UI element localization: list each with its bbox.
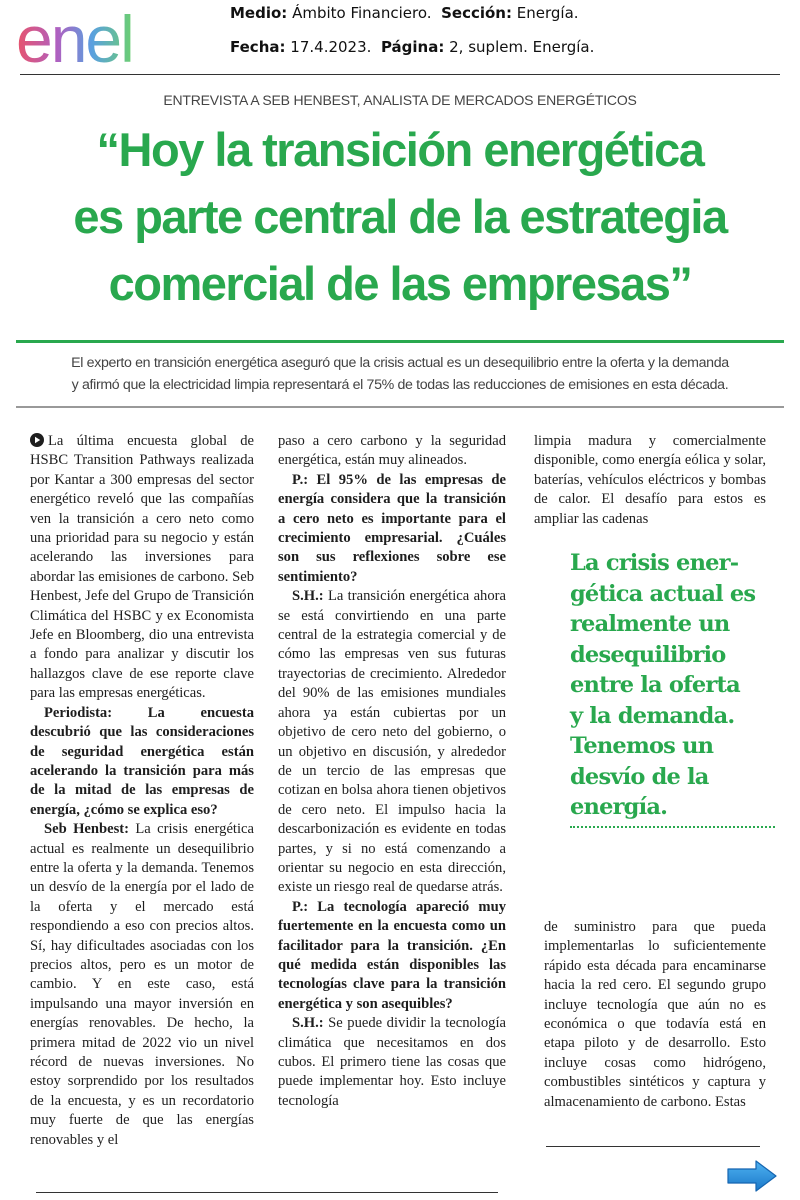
arrow-right-icon[interactable] [726, 1159, 778, 1193]
medio-value: Ámbito Financiero. [292, 4, 432, 22]
deck-divider [16, 406, 784, 408]
svg-text:enel: enel [16, 6, 133, 72]
answer-3: S.H.: Se puede dividir la tecnología climática que necesitamos en dos cubos. El primero tiene las cosas que puede implementar hoy. Esto incluye tecnología [278, 1015, 506, 1109]
deck-line-2: y afirmó que la electricidad limpia representará el 75% de todas las reducciones de emisiones en esta década. [71, 377, 729, 393]
source-meta [230, 2, 594, 70]
column-3-end-divider [546, 1146, 760, 1147]
headline-divider [16, 340, 784, 343]
article-kicker: ENTREVISTA A SEB HENBEST, ANALISTA DE MERCADOS ENERGÉTICOS [163, 92, 637, 108]
col3-top-paragraph: limpia madura y comercialmente disponible, como energía eólica y solar, baterías, vehículos eléctricos y bombas de calor. El desafío para estos es ampliar las cadenas [534, 433, 766, 527]
question-3: P.: La tecnología apareció muy fuertemente en la encuesta como un facilitador para la transición. ¿En qué medida están disponibles las tecnologías clave para la transición energética y son asequibles? [278, 898, 506, 1012]
pagina-label: Página: [380, 38, 445, 56]
pull-quote-divider [570, 826, 775, 828]
intro-paragraph: La última encuesta global de HSBC Transition Pathways realizada por Kantar a 300 empresas del sector energético reveló que las compañías ven la transición a cero neto como una prioridad para su negocio y están acelerando las inversiones para abordar las emisiones de carbono. Seb Henbest, Jefe del Grupo de Transición Climática del HSBC y ex Economista Jefe en Bloomberg, dio una entrevista a fondo para analizar y discutir los hallazgos clave de ese reporte clave para las empresas energéticas. [30, 433, 254, 702]
pagina-value: 2, suplem. Energía. [449, 38, 595, 56]
answer-2: S.H.: La transición energética ahora se está convirtiendo en una parte central de la estrategia comercial y de cómo las empresas ven sus futuras trayectorias de crecimiento. Alrededor del 90% de las emisiones mundiales ahora ya están cubiertas por un objetivo de cero neto del gobierno, o un objetivo en discusión, y alrededor de un tercio de las empresas que cotizan en bolsa ahora tienen objetivos de cero neto. El impulso hacia la descarbonización es evidente en todas partes, y si no está comenzando a orientar su negocio en esta dirección, existe un riesgo real de quedarse atrás. [278, 588, 506, 896]
medio-label: Medio: [230, 4, 288, 22]
pull-quote-line: entre la oferta [570, 672, 740, 698]
article-column-3-bottom [544, 918, 766, 1112]
answer-2-speaker: S.H.: [292, 588, 324, 605]
play-circle-icon [30, 433, 44, 447]
header-divider [20, 74, 780, 75]
answer-1-speaker: Seb Henbest: [44, 821, 130, 838]
headline-line-3: comercial de las empresas” [108, 257, 692, 310]
article-column-1 [30, 432, 254, 1150]
question-1: Periodista: La encuesta descubrió que las consideraciones de seguridad energética están acelerando la transición para más de la mitad de las empresas de energía, ¿cómo se explica eso? [30, 704, 254, 818]
fecha-label: Fecha: [230, 38, 286, 56]
headline-line-1: “Hoy la transición energética [96, 123, 704, 176]
article-headline [20, 116, 780, 317]
question-2: P.: El 95% de las empresas de energía considera que la transición a cero neto es importante para el crecimiento empresarial. ¿Cuáles son sus reflexiones sobre ese sentimiento? [278, 471, 506, 585]
fecha-value: 17.4.2023. [290, 38, 372, 56]
pull-quote-line: desequilibrio [570, 641, 726, 668]
answer-1: Seb Henbest: La crisis energética actual es realmente un desequilibrio entre la oferta y la demanda. Tenemos un desvío de la energía por el lado de la oferta y el mercado está respondiendo a eso con precios altos. Sí, hay dificultades asociadas con los precios altos, pero es un motor de cambio. Y en este caso, está impulsando una mayor inversión en energías renovables. De hecho, la primera mitad de 2022 vio un nivel récord de nuevas inversiones. No estoy sorprendido por los resultados de la encuesta, y es un recordatorio muy fuerte de que las energías renovables y el [30, 821, 254, 1148]
seccion-label: Sección: [441, 4, 512, 22]
deck-line-1: El experto en transición energética aseguró que la crisis actual es un desequilibrio entre la oferta y la demanda [71, 355, 729, 371]
footer-divider [36, 1192, 498, 1193]
pull-quote-line: energía. [570, 794, 668, 820]
headline-line-2: es parte central de la estrategia [73, 190, 727, 243]
article-column-3-top [534, 432, 766, 529]
pull-quote-line: desvío de la [570, 763, 709, 790]
col3-bottom-paragraph: de suministro para que pueda implementarlas lo suficientemente rápido esta década para encaminarse hacia la red cero. El segundo grupo incluye tecnología que aún no es económica o que todavía está en etapa piloto y de desarrollo. Esto incluye cosas como hidrógeno, combustibles sintéticos y captura y almacenamiento de carbono. Estas [544, 919, 766, 1110]
article-deck [16, 352, 784, 396]
pull-quote [570, 548, 765, 823]
pull-quote-line: realmente un [570, 611, 730, 637]
answer-3-speaker: S.H.: [292, 1015, 324, 1032]
enel-logo [14, 6, 184, 72]
article-column-2 [278, 432, 506, 1111]
pull-quote-line: gética actual es [570, 580, 756, 607]
pull-quote-line: Tenemos un [570, 733, 714, 759]
continued-paragraph: paso a cero carbono y la seguridad energética, están muy alineados. [278, 433, 506, 469]
pull-quote-line: y la demanda. [570, 702, 735, 729]
seccion-value: Energía. [516, 4, 579, 22]
pull-quote-line: La crisis ener- [570, 550, 739, 576]
